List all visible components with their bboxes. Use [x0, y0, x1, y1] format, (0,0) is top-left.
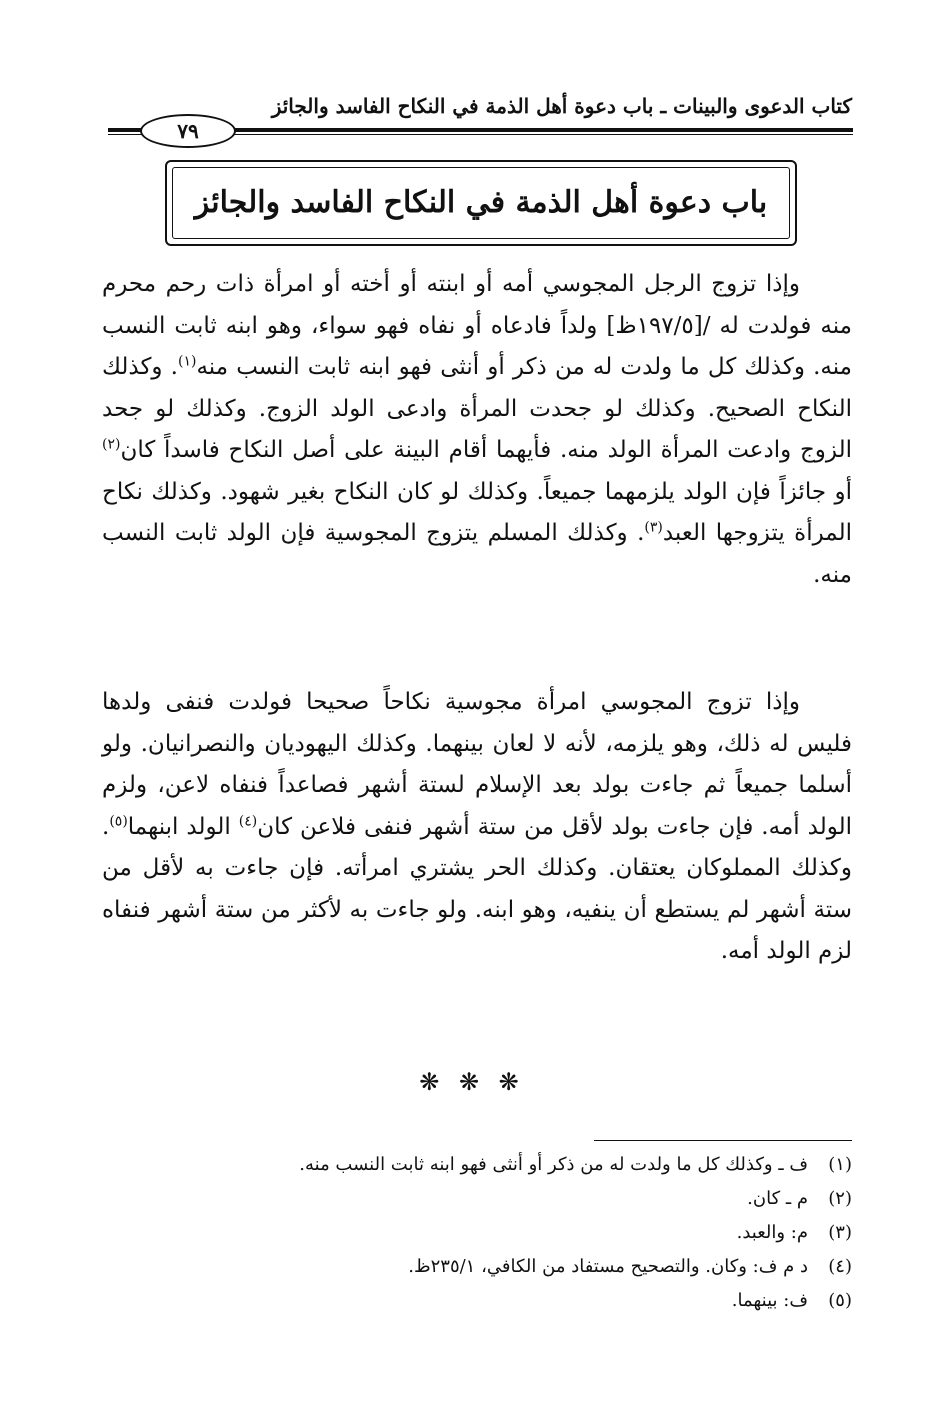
- page-number: ٧٩: [140, 114, 236, 148]
- footnote-item: [102, 1148, 852, 1182]
- section-separator: ❋ ❋ ❋: [419, 1068, 525, 1096]
- para1-text-4: . وكذلك المسلم يتزوج المجوسية فإن الولد ثابت النسب منه.: [102, 520, 852, 588]
- footnote-number: (٤): [828, 1256, 852, 1277]
- footnotes-list: [102, 1148, 852, 1318]
- footnote-rule: [594, 1140, 852, 1141]
- footnote-number: (٢): [828, 1188, 852, 1209]
- para1-text-1: وإذا تزوج الرجل المجوسي أمه أو ابنته أو أخته أو امرأة ذات رحم محرم منه فولدت له /[١٩٧/٥ظ] ولداً فادعاه أو نفاه فهو سواء، وهو ابنه ثابت النسب منه. وكذلك كل ما ولدت له من ذكر أو أنثى فهو ابنه ثابت النسب منه: [102, 271, 852, 380]
- para2-text-1: وإذا تزوج المجوسي امرأة مجوسية نكاحاً صحيحا فولدت فنفى ولدها فليس له ذلك، وهو يلزمه، لأنه لا لعان بينهما. وكذلك اليهوديان والنصرانيان. ولو أسلما جميعاً ثم جاءت بولد بعد الإسلام لستة أشهر فصاعداً فنفاه لاعن، ولزم الولد أمه. فإن جاءت بولد لأقل من ستة أشهر فنفى فلاعن كان: [102, 689, 852, 840]
- para2-text-3: . وكذلك المملوكان يعتقان. وكذلك الحر يشتري امرأته. فإن جاءت به لأقل من ستة أشهر لم يستطع أن ينفيه، وهو ابنه. ولو جاءت به لأكثر من ستة أشهر فنفاه لزم الولد أمه.: [102, 813, 852, 964]
- body-paragraph-1: [102, 264, 852, 596]
- para1-text-2: . وكذلك النكاح الصحيح. وكذلك لو جحدت المرأة وادعى الولد الزوج. وكذلك لو جحد الزوج وادعت المرأة الولد منه. فأيهما أقام البينة على أصل النكاح فاسداً كان: [102, 354, 852, 463]
- footnote-ref-5[interactable]: (٥): [109, 812, 128, 829]
- footnote-text: ف ـ وكذلك كل ما ولدت له من ذكر أو أنثى فهو ابنه ثابت النسب منه.: [299, 1154, 808, 1175]
- running-header-title: كتاب الدعوى والبينات ـ باب دعوة أهل الذمة في النكاح الفاسد والجائز: [271, 94, 852, 118]
- footnote-text: م: والعبد.: [736, 1222, 808, 1243]
- footnote-item: [102, 1216, 852, 1250]
- footnote-text: ف: بينهما.: [731, 1290, 808, 1311]
- footnote-ref-1[interactable]: (١): [178, 353, 197, 370]
- footnote-ref-3[interactable]: (٣): [644, 519, 663, 536]
- chapter-title: باب دعوة أهل الذمة في النكاح الفاسد والجائز: [194, 185, 768, 220]
- footnote-number: (٣): [828, 1222, 852, 1243]
- chapter-title-frame: [165, 160, 797, 246]
- footnote-ref-2[interactable]: (٢): [102, 436, 121, 453]
- footnote-number: (١): [828, 1154, 852, 1175]
- footnote-text: د م ف: وكان. والتصحيح مستفاد من الكافي، ٢٣٥/١ظ.: [408, 1256, 808, 1277]
- footnote-item: [102, 1182, 852, 1216]
- body-paragraph-2: [102, 682, 852, 973]
- para2-text-2: الولد ابنهما: [127, 813, 239, 840]
- footnote-text: م ـ كان.: [747, 1188, 808, 1209]
- footnote-item: [102, 1250, 852, 1284]
- footnote-ref-4[interactable]: (٤): [238, 812, 258, 829]
- para1-text-3: أو جائزاً فإن الولد يلزمهما جميعاً. وكذلك لو كان النكاح بغير شهود. وكذلك نكاح المرأة يتزوجها العبد: [102, 478, 853, 546]
- footnote-number: (٥): [828, 1290, 852, 1311]
- footnote-item: [102, 1284, 852, 1318]
